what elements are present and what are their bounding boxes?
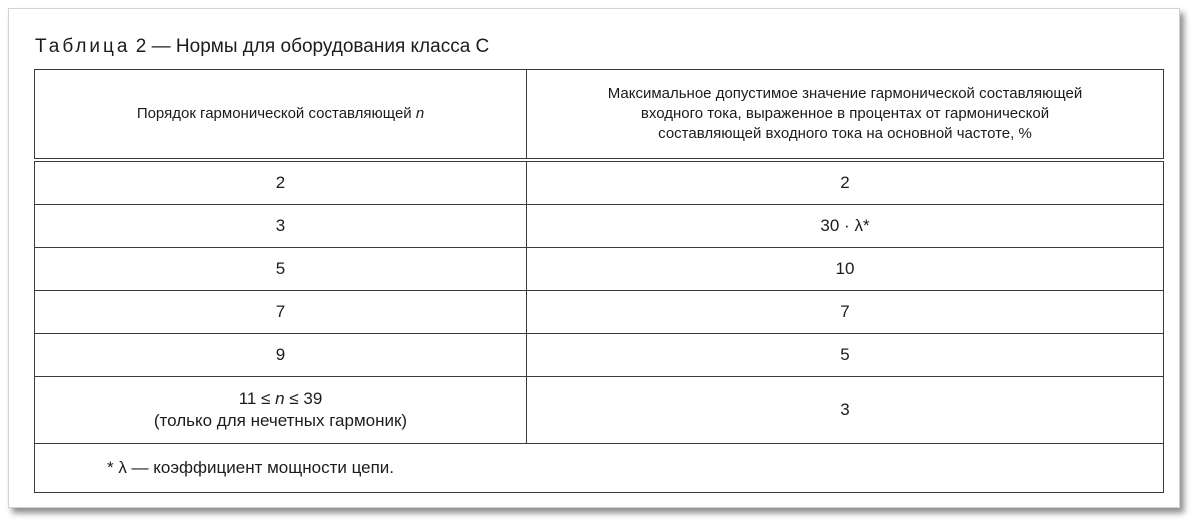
- max-value-cell: 5: [527, 334, 1164, 377]
- variable-n: n: [275, 389, 285, 408]
- harmonic-order-cell: 7: [35, 291, 527, 334]
- table-caption: [35, 35, 489, 59]
- header-max-value-line-1: Максимальное допустимое значение гармонической составляющей: [607, 85, 1083, 102]
- harmonic-order-cell: 5: [35, 248, 527, 291]
- table-row: [35, 377, 1164, 444]
- harmonic-order-cell: 2: [35, 160, 527, 205]
- max-value-cell: 3: [527, 377, 1164, 444]
- harmonic-order-cell: 9: [35, 334, 527, 377]
- table-footnote: * λ — коэффициент мощности цепи.: [35, 444, 1164, 493]
- table-row: [35, 160, 1164, 205]
- table-caption-text: 2 — Нормы для оборудования класса С: [130, 36, 490, 57]
- header-max-value-line-3: составляющей входного тока на основной частоте, %: [658, 125, 1032, 142]
- table-caption-label: Таблица: [35, 36, 131, 57]
- max-value-cell: 7: [527, 291, 1164, 334]
- header-max-value: [527, 70, 1164, 161]
- document-page: [8, 8, 1180, 508]
- header-max-value-line-2: входного тока, выраженное в процентах от гармонической: [640, 105, 1050, 122]
- table-header-row: [35, 70, 1164, 161]
- table-footnote-row: [35, 444, 1164, 493]
- harmonic-order-cell: [35, 377, 527, 444]
- max-value-cell: 10: [527, 248, 1164, 291]
- variable-n: n: [415, 105, 425, 122]
- table-row: [35, 205, 1164, 248]
- harmonic-range-note: (только для нечетных гармоник): [153, 411, 408, 430]
- max-value-cell: 30 · λ*: [527, 205, 1164, 248]
- table-row: [35, 248, 1164, 291]
- max-value-cell: 2: [527, 160, 1164, 205]
- header-harmonic-order: Порядок гармонической составляющей n: [35, 70, 527, 161]
- harmonic-range: 11 ≤ n ≤ 39: [238, 389, 323, 408]
- harmonics-table: [34, 69, 1164, 493]
- table-row: [35, 334, 1164, 377]
- harmonic-order-cell: 3: [35, 205, 527, 248]
- table-row: [35, 291, 1164, 334]
